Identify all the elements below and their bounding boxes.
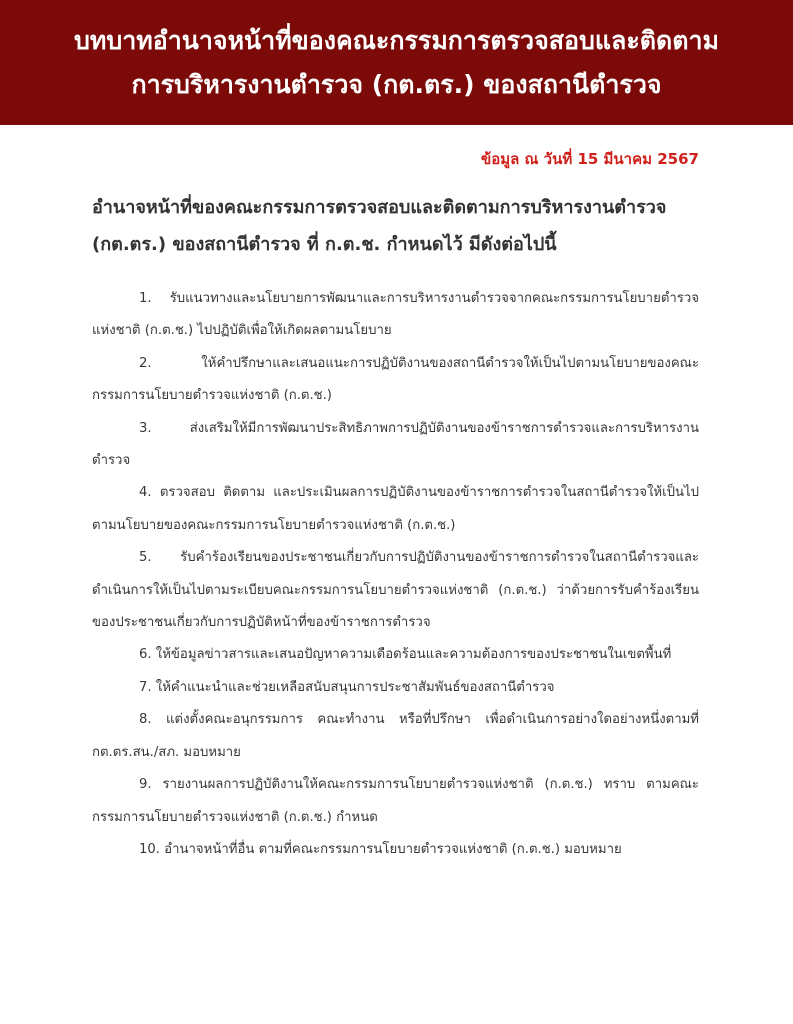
duty-item-1: 1. รับแนวทางและนโยบายการพัฒนาและการบริหารงานตำรวจจากคณะกรรมการนโยบายตำรวจแห่งชาติ (ก.ต.ช.) ไปปฏิบัติเพื่อให้เกิดผลตามนโยบาย bbox=[92, 291, 699, 339]
title-banner bbox=[0, 0, 793, 125]
date-label: ข้อมูล ณ วันที่ 15 มีนาคม 2567 bbox=[480, 150, 699, 168]
duty-item-4: 4. ตรวจสอบ ติดตาม และประเมินผลการปฏิบัติงานของข้าราชการตำรวจในสถานีตำรวจให้เป็นไปตามนโยบายของคณะกรรมการนโยบายตำรวจแห่งชาติ (ก.ต.ช.) bbox=[92, 485, 699, 533]
intro-heading: อำนาจหน้าที่ของคณะกรรมการตรวจสอบและติดตามการบริหารงานตำรวจ (กต.ตร.) ของสถานีตำรวจ ที่ ก.ต.ช. กำหนดไว้ มีดังต่อไปนี้ bbox=[92, 197, 667, 255]
duty-item-10: 10. อำนาจหน้าที่อื่น ตามที่คณะกรรมการนโยบายตำรวจแห่งชาติ (ก.ต.ช.) มอบหมาย bbox=[139, 841, 622, 857]
page-title-line-1: บทบาทอำนาจหน้าที่ของคณะกรรมการตรวจสอบและติดตาม bbox=[74, 25, 719, 55]
page-title-line-2: การบริหารงานตำรวจ (กต.ตร.) ของสถานีตำรวจ bbox=[131, 69, 662, 99]
duty-item-6: 6. ให้ข้อมูลข่าวสารและเสนอปัญหาความเดือดร้อนและความต้องการของประชาชนในเขตพื้นที่ bbox=[139, 647, 672, 663]
duty-item-2: 2. ให้คำปรึกษาและเสนอแนะการปฏิบัติงานของสถานีตำรวจให้เป็นไปตามนโยบายของคณะกรรมการนโยบายตำรวจแห่งชาติ (ก.ต.ช.) bbox=[92, 355, 699, 404]
duty-item-8: 8. แต่งตั้งคณะอนุกรรมการ คณะทำงาน หรือที่ปรึกษา เพื่อดำเนินการอย่างใดอย่างหนึ่งตามที่ กต.ตร.สน./สภ. มอบหมาย bbox=[92, 712, 699, 760]
duty-item-5: 5. รับคำร้องเรียนของประชาชนเกี่ยวกับการปฏิบัติงานของข้าราชการตำรวจในสถานีตำรวจและดำเนินการให้เป็นไปตามระเบียบคณะกรรมการนโยบายตำรวจแห่งชาติ (ก.ต.ช.) ว่าด้วยการรับคำร้องเรียนของประชาชนเกี่ยวกับการปฏิบัติหน้าที่ของข้าราชการตำรวจ bbox=[92, 550, 699, 631]
duty-item-9: 9. รายงานผลการปฏิบัติงานให้คณะกรรมการนโยบายตำรวจแห่งชาติ (ก.ต.ช.) ทราบ ตามคณะกรรมการนโยบายตำรวจแห่งชาติ (ก.ต.ช.) กำหนด bbox=[92, 777, 699, 825]
duty-item-3: 3. ส่งเสริมให้มีการพัฒนาประสิทธิภาพการปฏิบัติงานของข้าราชการตำรวจและการบริหารงานตำรวจ bbox=[92, 420, 699, 469]
duty-item-7: 7. ให้คำแนะนำและช่วยเหลือสนับสนุนการประชาสัมพันธ์ของสถานีตำรวจ bbox=[139, 679, 555, 695]
duty-list bbox=[92, 283, 699, 866]
